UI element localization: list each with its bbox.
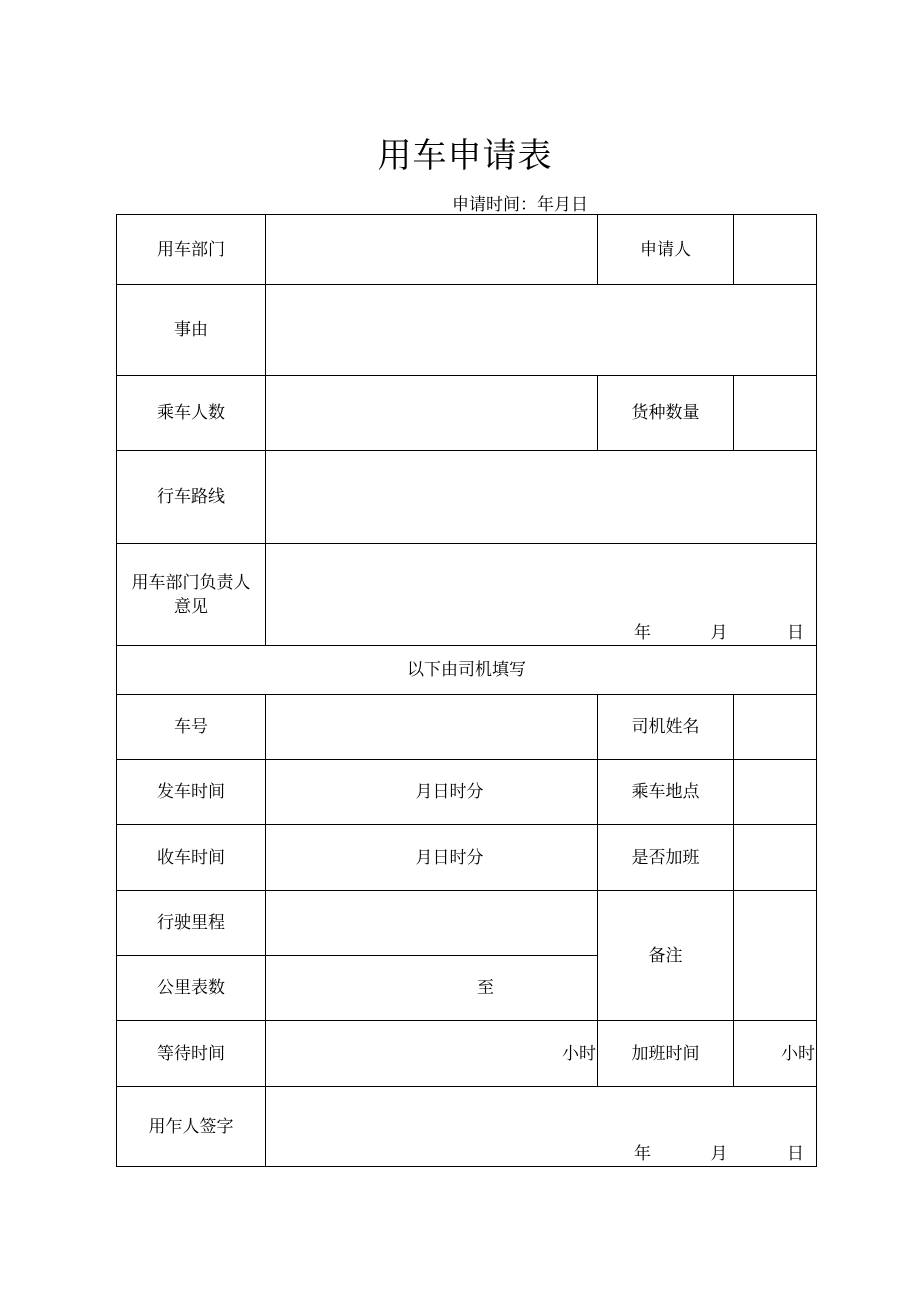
label-pickup-place: 乘车地点 [598, 760, 734, 825]
field-reason[interactable] [266, 285, 817, 376]
row-depart-time [117, 760, 817, 825]
driver-section-header: 以下由司机填写 [117, 646, 817, 695]
row-wait-time [117, 1021, 817, 1087]
field-user-sign[interactable] [266, 1087, 817, 1167]
label-dept-head-line2: 意见 [174, 596, 208, 617]
label-driver-name: 司机姓名 [598, 695, 734, 760]
label-wait-time: 等待时间 [117, 1021, 266, 1087]
field-overtime-q[interactable] [734, 825, 817, 891]
label-overtime-q: 是否加班 [598, 825, 734, 891]
field-return-time[interactable] [266, 825, 598, 891]
label-dept-head-line1: 用车部门负责人 [131, 572, 251, 593]
field-wait-time[interactable] [266, 1021, 598, 1087]
car-request-form [116, 214, 817, 1167]
field-route[interactable] [266, 451, 817, 544]
label-remarks: 备注 [598, 891, 734, 1021]
row-car-no [117, 695, 817, 760]
date-month: 月 [710, 1144, 728, 1164]
field-overtime-hours[interactable] [734, 1021, 817, 1087]
label-passengers: 乘车人数 [117, 376, 266, 451]
odometer-to-label: 至 [477, 978, 494, 998]
row-user-sign [117, 1087, 817, 1167]
label-return-time: 收车时间 [117, 825, 266, 891]
label-mileage: 行驶里程 [117, 891, 266, 956]
field-passengers[interactable] [266, 376, 598, 451]
field-pickup-place[interactable] [734, 760, 817, 825]
label-reason: 事由 [117, 285, 266, 376]
field-dept-head-opinion[interactable] [266, 544, 817, 646]
row-dept-head [117, 544, 817, 646]
row-passengers [117, 376, 817, 451]
field-mileage[interactable] [266, 891, 598, 956]
field-odometer[interactable] [266, 956, 598, 1021]
label-car-no: 车号 [117, 695, 266, 760]
row-mileage [117, 891, 817, 956]
label-dept: 用车部门 [117, 215, 266, 285]
field-remarks[interactable] [734, 891, 817, 1021]
label-dept-head [117, 544, 266, 646]
depart-time-placeholder: 月日时分 [415, 782, 484, 802]
field-driver-name[interactable] [734, 695, 817, 760]
field-cargo[interactable] [734, 376, 817, 451]
row-return-time [117, 825, 817, 891]
label-depart-time: 发车时间 [117, 760, 266, 825]
return-time-placeholder: 月日时分 [415, 847, 484, 868]
date-month: 月 [710, 623, 728, 643]
page-title: 用车申请表 [377, 136, 553, 176]
label-overtime-hours: 加班时间 [598, 1021, 734, 1087]
label-route: 行车路线 [117, 451, 266, 544]
apply-time-label: 申请时间：年月日 [452, 195, 588, 215]
label-user-sign: 用乍人签字 [117, 1087, 266, 1167]
label-applicant: 申请人 [598, 215, 734, 285]
field-car-no[interactable] [266, 695, 598, 760]
row-driver-section [117, 646, 817, 695]
row-reason [117, 285, 817, 376]
date-day: 日 [787, 623, 804, 643]
field-applicant[interactable] [734, 215, 817, 285]
date-line-dept-head [634, 621, 804, 645]
overtime-hours-unit: 小时 [781, 1043, 815, 1064]
date-year: 年 [634, 1144, 651, 1164]
date-year: 年 [634, 623, 651, 643]
wait-hours-unit: 小时 [562, 1043, 596, 1064]
field-depart-time[interactable] [266, 760, 598, 825]
date-day: 日 [787, 1144, 804, 1164]
row-dept [117, 215, 817, 285]
label-cargo: 货种数量 [598, 376, 734, 451]
label-odometer: 公里表数 [117, 956, 266, 1021]
row-route [117, 451, 817, 544]
field-dept[interactable] [266, 215, 598, 285]
date-line-user-sign [634, 1142, 804, 1166]
